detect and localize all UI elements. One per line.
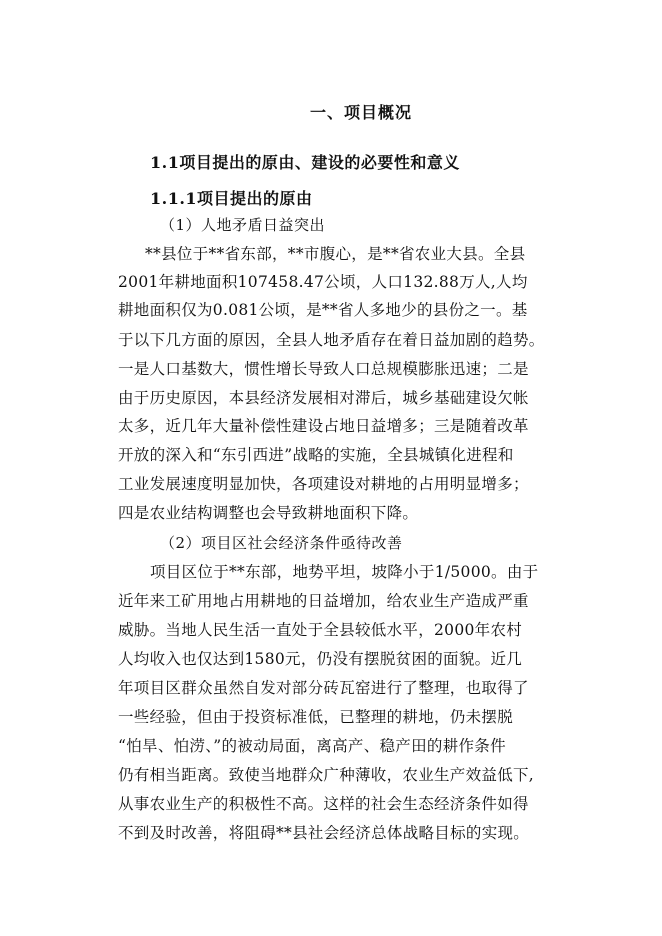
- text-line: 耕地面积仅为0.081公顷，是**省人多地少的县份之一。基: [118, 301, 528, 319]
- text-line: 一些经验，但由于投资标准低，已整理的耕地，仍未摆脱: [118, 708, 514, 726]
- text-line: 一是人口基数大，惯性增长导致人口总规模膨胀迅速；二是: [118, 360, 529, 378]
- text-line: 仍有相当距离。致使当地群众广种薄收，农业生产效益低下,: [118, 766, 535, 784]
- heading-project-overview: 一、项目概况: [309, 103, 412, 122]
- text-line: 开放的深入和“东引西进”战略的实施，全县城镇化进程和: [118, 446, 514, 464]
- text-line: 年项目区群众虽然自发对部分砖瓦窑进行了整理，也取得了: [118, 679, 529, 697]
- text-line: 从事农业生产的积极性不高。这样的社会生态经济条件如得: [118, 795, 529, 813]
- text-line: 人均收入也仅达到1580元，仍没有摆脱贫困的面貌。近几: [118, 650, 523, 668]
- text-line: 于以下几方面的原因，全县人地矛盾存在着日益加剧的趋势。: [118, 331, 545, 349]
- text-line: 工业发展速度明显加快，各项建设对耕地的占用明显增多；: [118, 475, 529, 493]
- heading-project-reasons: 1.1.1项目提出的原由: [150, 189, 313, 208]
- text-line: 近年来工矿用地占用耕地的日益增加，给农业生产造成严重: [118, 592, 529, 610]
- text-line: “怕旱、怕涝、”的被动局面，离高产、稳产田的耕作条件: [118, 737, 506, 755]
- text-line: **县位于**省东部，**市腹心，是**省农业大县。全县: [145, 245, 526, 263]
- text-line: 不到及时改善，将阻碍**县社会经济总体战略目标的实现。: [118, 824, 530, 842]
- text-line: 由于历史原因，本县经济发展相对滞后，城乡基础建设欠帐: [118, 389, 529, 407]
- text-line: 太多，近几年大量补偿性建设占地日益增多；三是随着改革: [118, 417, 529, 435]
- text-line: 项目区位于**东部，地势平坦，坡降小于1/5000。由于: [150, 563, 539, 581]
- text-line: 四是农业结构调整也会导致耕地面积下降。: [118, 504, 419, 522]
- subheading-land-conflict: （1）人地矛盾日益突出: [160, 216, 326, 234]
- text-line: 威胁。当地人民生活一直处于全县较低水平，2000年农村: [118, 621, 523, 639]
- subheading-socioeconomic: （2）项目区社会经济条件亟待改善: [160, 534, 403, 552]
- text-line: 2001年耕地面积107458.47公顷，人口132.88万人,人均: [118, 273, 528, 291]
- heading-reasons-necessity: 1.1项目提出的原由、建设的必要性和意义: [150, 153, 460, 172]
